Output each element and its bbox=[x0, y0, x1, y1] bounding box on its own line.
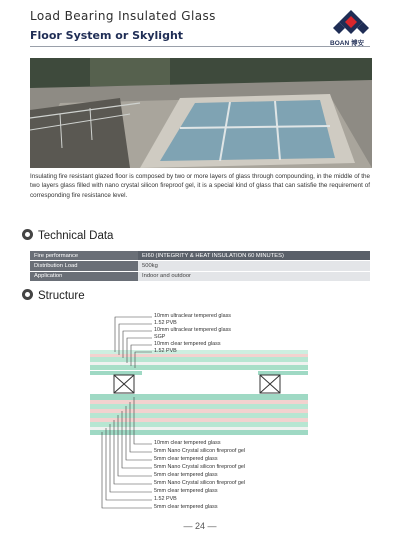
header-divider bbox=[30, 46, 370, 47]
table-row bbox=[30, 271, 370, 281]
layer-label: 1.52 PVB bbox=[154, 320, 177, 326]
page-title: Floor System or Skylight bbox=[30, 29, 184, 42]
layer-label: SGP bbox=[154, 334, 166, 340]
layer-label: 1.52 PVB bbox=[154, 496, 177, 502]
layer-label: 5mm clear tempered glass bbox=[154, 472, 218, 478]
page-number-text: 24 bbox=[194, 521, 205, 531]
page-number: — 24 — bbox=[183, 521, 217, 531]
section-bullet-icon bbox=[22, 229, 33, 240]
layer-label: 10mm clear tempered glass bbox=[154, 440, 221, 446]
table-value: 500kg bbox=[138, 261, 370, 271]
structure-heading bbox=[22, 289, 85, 302]
page-header bbox=[0, 0, 400, 58]
layer-label: 1.52 PVB bbox=[154, 348, 177, 354]
table-key: Fire performance bbox=[30, 251, 138, 261]
layer-label: 5mm clear tempered glass bbox=[154, 456, 218, 462]
layer-label: 10mm ultraclear tempered glass bbox=[154, 327, 231, 333]
structure-diagram bbox=[90, 310, 320, 518]
layer-label: 5mm clear tempered glass bbox=[154, 504, 218, 510]
table-row bbox=[30, 251, 370, 261]
table-key: Distribution Load bbox=[30, 261, 138, 271]
table-value: Indoor and outdoor bbox=[138, 271, 370, 281]
layer-label: 5mm Nano Crystal silicon fireproof gel bbox=[154, 464, 246, 470]
table-value: EI60 (INTEGRITY & HEAT INSULATION 60 MINUTES) bbox=[138, 251, 370, 261]
logo-text: BOAN 博安 bbox=[330, 40, 364, 47]
glass-floor-photo bbox=[30, 58, 372, 168]
layer-label: 10mm ultraclear tempered glass bbox=[154, 313, 231, 319]
intro-paragraph: Insulating fire resistant glazed floor is composed by two or more layers of glass through compounding, in the middle of the two layers glass filled with nano crystal silicon fireproof gel, it is a special kind of glass that can satisfie the requirement of corresponding fire resistance level. bbox=[30, 173, 370, 199]
category-title: Load Bearing Insulated Glass bbox=[30, 9, 216, 23]
layer-label: 5mm Nano Crystal silicon fireproof gel bbox=[154, 480, 246, 486]
table-key: Application bbox=[30, 271, 138, 281]
technical-data-heading-text: Technical Data bbox=[38, 230, 114, 242]
section-bullet-icon bbox=[22, 289, 33, 300]
layer-label: 5mm Nano Crystal silicon fireproof gel bbox=[154, 448, 246, 454]
layer-label: 5mm clear tempered glass bbox=[154, 488, 218, 494]
technical-data-table bbox=[30, 251, 370, 282]
table-row bbox=[30, 261, 370, 271]
technical-data-heading bbox=[22, 229, 113, 242]
layer-label: 10mm clear tempered glass bbox=[154, 341, 221, 347]
structure-heading-text: Structure bbox=[38, 290, 85, 302]
